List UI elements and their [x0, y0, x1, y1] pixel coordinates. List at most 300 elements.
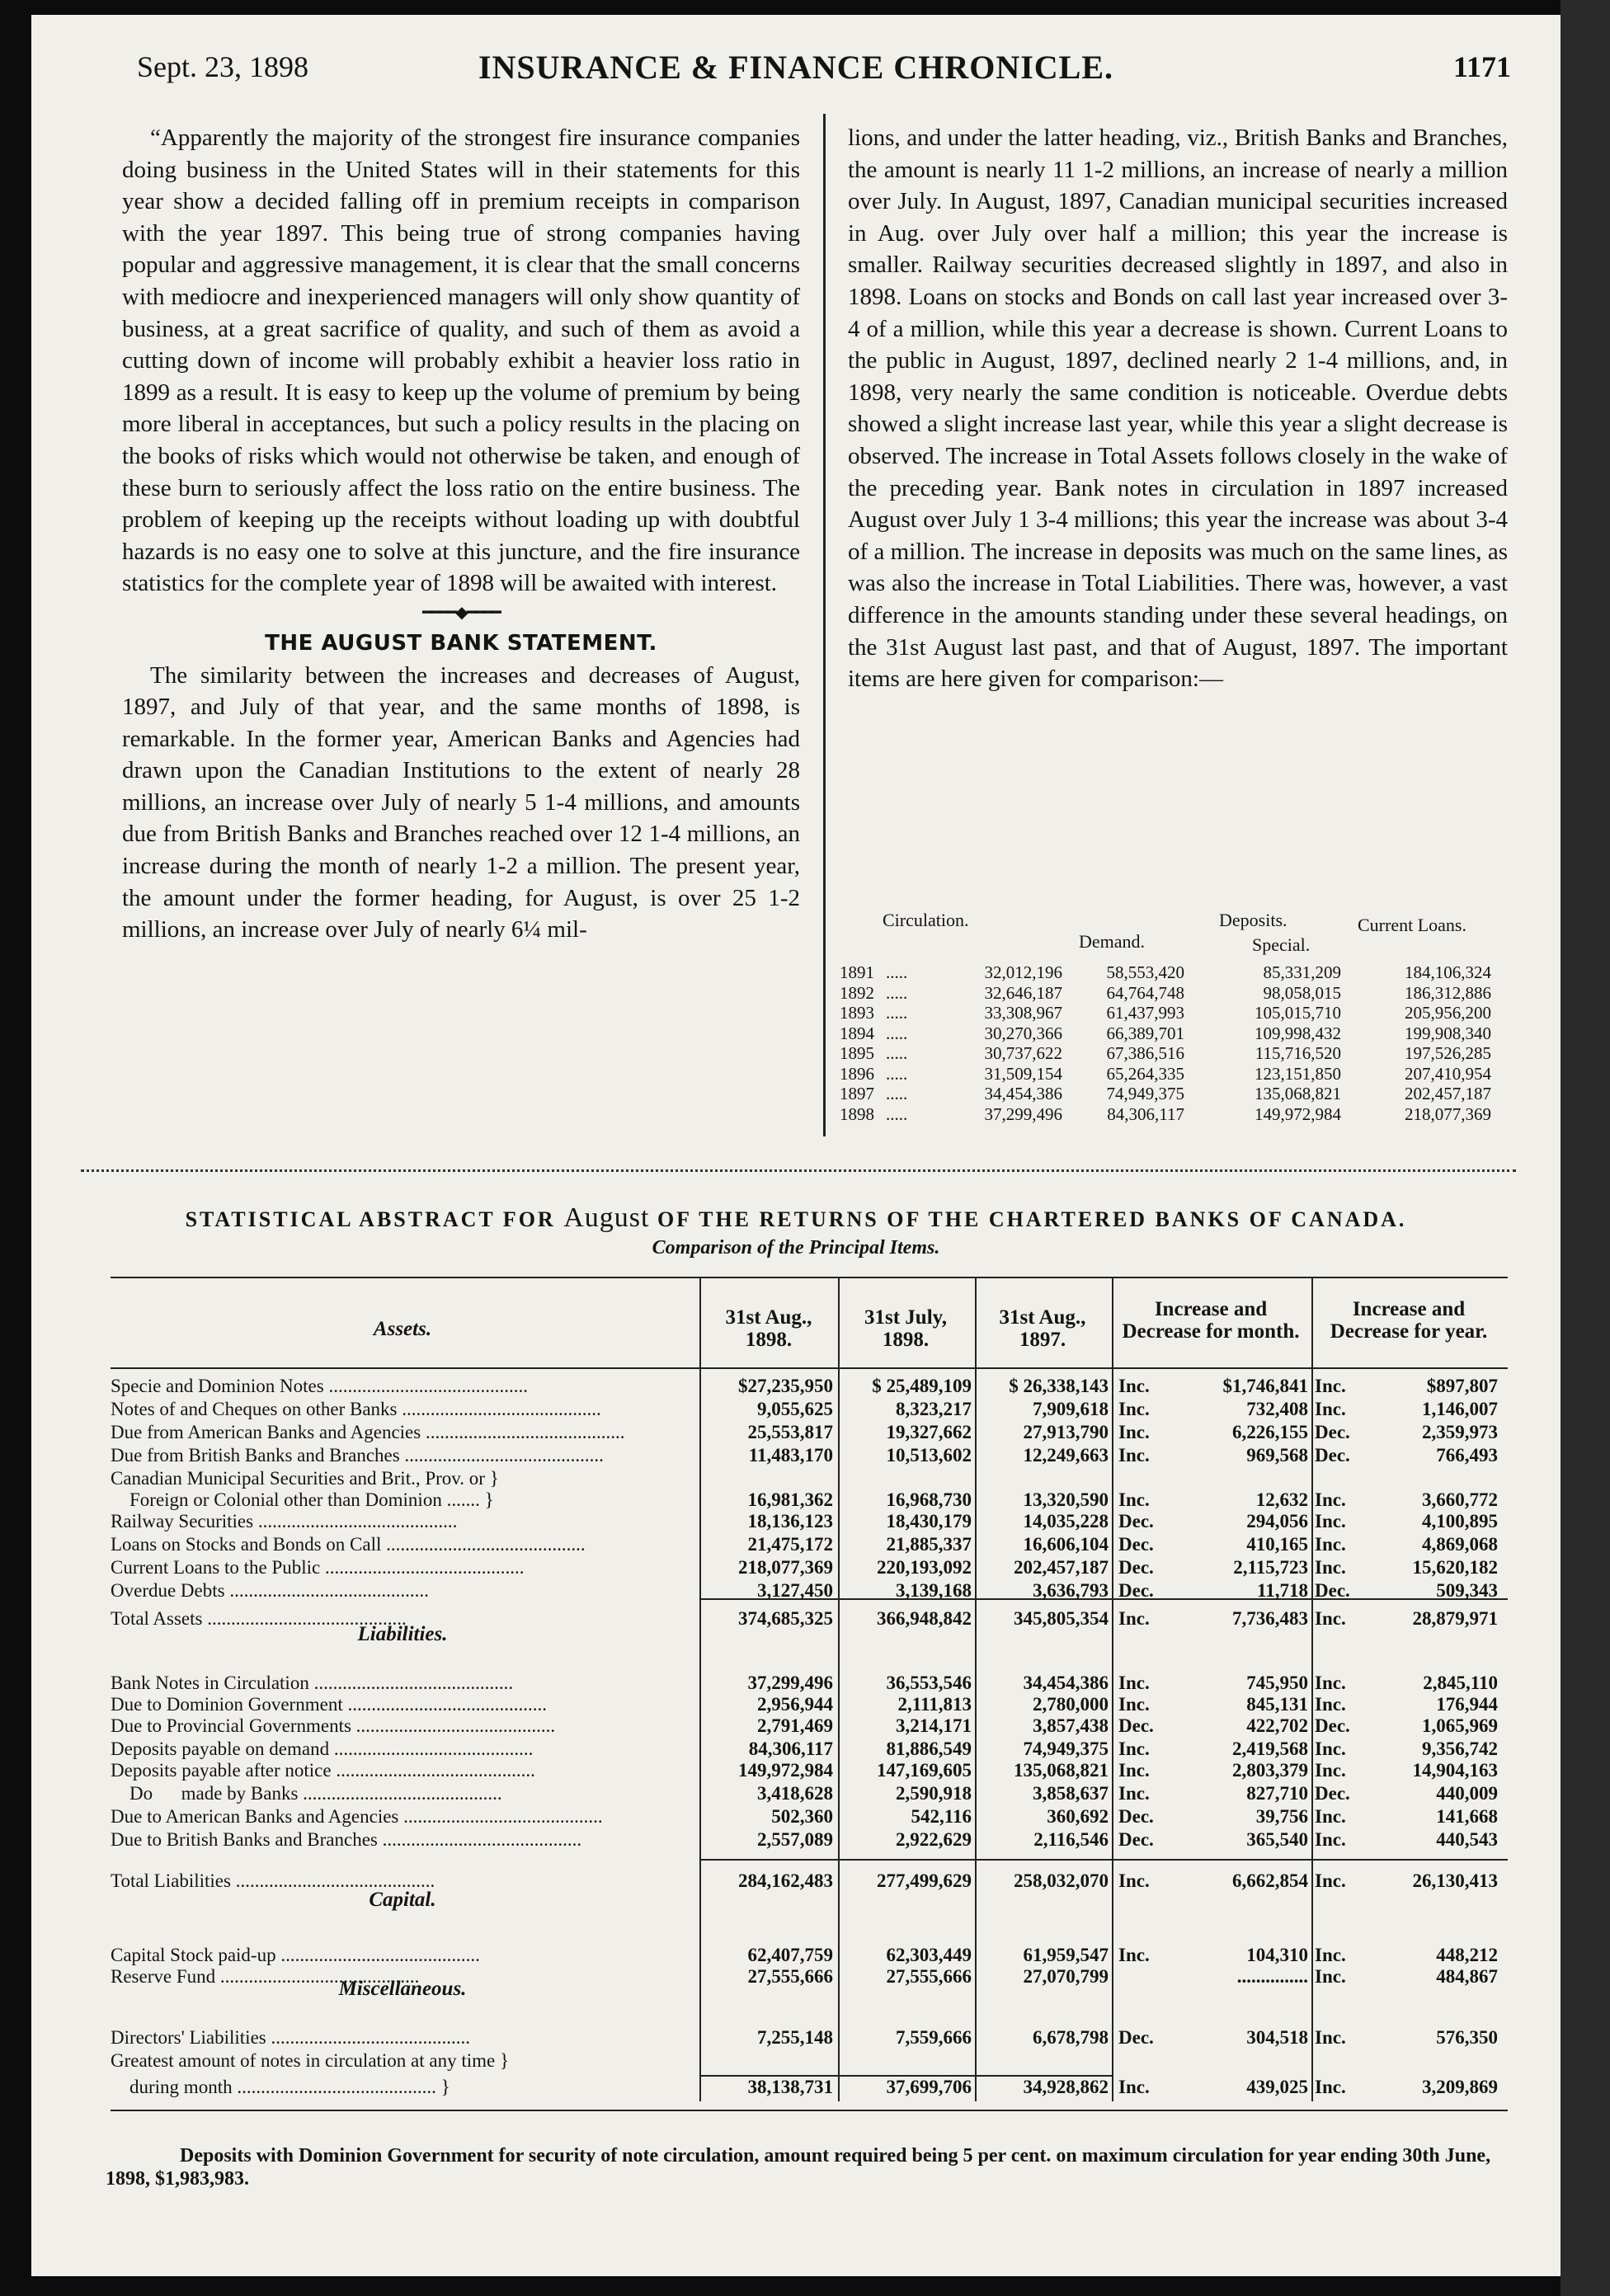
abstract-cell-c: 360,692 — [1047, 1806, 1109, 1827]
abstract-year-amount: 4,869,068 — [1422, 1534, 1498, 1555]
abstract-cell-a: 16,981,362 — [747, 1489, 833, 1510]
abstract-cell-b: 220,193,092 — [877, 1557, 972, 1578]
comparison-leader-dots: ..... — [886, 1003, 908, 1023]
newspaper-page — [31, 15, 1561, 2276]
comparison-circ-cell: 37,299,496 — [984, 1103, 1062, 1124]
abstract-row — [31, 1715, 1561, 1738]
abstract-cell-a: 149,972,984 — [738, 1760, 833, 1781]
comparison-year: 1891 — [840, 962, 874, 982]
abstract-cell-b: 2,111,813 — [897, 1694, 972, 1715]
abstract-cell-a: 3,418,628 — [757, 1783, 833, 1804]
header-page-number: 1171 — [1452, 50, 1511, 83]
abstract-row-label: Total Assets .......................................... — [111, 1608, 407, 1629]
abstract-month-direction: Inc. — [1118, 1694, 1150, 1715]
left-column — [122, 122, 800, 946]
comparison-row — [840, 1064, 1516, 1084]
comparison-row — [840, 1104, 1516, 1124]
abstract-row-label: Current Loans to the Public .......................................... — [111, 1557, 525, 1578]
abstract-month-direction: Dec. — [1118, 1511, 1154, 1531]
abstract-year-direction: Inc. — [1315, 1557, 1346, 1578]
abstract-cell-a: 11,483,170 — [748, 1445, 833, 1466]
abstract-cell-b: 37,699,706 — [886, 2077, 972, 2097]
abstract-cell-b: 542,116 — [911, 1806, 972, 1827]
abstract-year-amount: 15,620,182 — [1412, 1557, 1498, 1578]
abstract-cell-c: 34,928,862 — [1023, 2077, 1109, 2097]
abstract-month-direction: Inc. — [1118, 2077, 1150, 2097]
abstract-year-amount: 2,845,110 — [1423, 1673, 1498, 1693]
abstract-row-label: Due to Dominion Government .......................................... — [111, 1694, 547, 1715]
abstract-row-label: during month .......................................... } — [111, 2077, 450, 2097]
abstract-month-amount: ............... — [1236, 1966, 1308, 1987]
comparison-year: 1896 — [840, 1063, 874, 1084]
abstract-year-direction: Inc. — [1315, 1511, 1346, 1531]
abstract-month-amount: 2,115,723 — [1233, 1557, 1308, 1578]
comparison-special-cell: 115,716,520 — [1255, 1043, 1341, 1063]
abstract-cell-c: 27,070,799 — [1023, 1966, 1109, 1987]
comparison-row — [840, 983, 1516, 1003]
comparison-loans-cell: 197,526,285 — [1405, 1043, 1491, 1063]
abstract-cell-a: 37,299,496 — [747, 1673, 833, 1693]
abstract-row-label: Due to British Banks and Branches .......................................... — [111, 1829, 582, 1850]
abstract-cell-b: 7,559,666 — [896, 2027, 972, 2048]
dotted-separator — [81, 1169, 1516, 1172]
abstract-year-amount: 440,009 — [1436, 1783, 1498, 1804]
abstract-year-amount: 14,904,163 — [1412, 1760, 1498, 1781]
comparison-year: 1895 — [840, 1043, 874, 1063]
abstract-year-direction: Inc. — [1315, 1399, 1346, 1419]
abstract-row-label: Due to Provincial Governments .......................................... — [111, 1715, 556, 1736]
abstract-cell-b: 2,922,629 — [896, 1829, 972, 1850]
bank-statement-paragraph: The similarity between the increases and decreases of August, 1897, and July of that year, and the same months of 1898, is remarkable. In the former year, American Banks and Agencies had drawn upon the Canadian Institutions to the extent of nearly 28 millions, an increase over July of nearly 5 1-4 millions, and amounts due from British Banks and Branches reached over 12 1-4 millions, an increase during the month of nearly 1-2 a million. The present year, the amount under the former heading, for August, is over 25 1-2 millions, an increase over July of nearly 6¼ mil- — [122, 661, 800, 943]
abstract-row — [31, 1608, 1561, 1631]
bank-statement-continued: lions, and under the latter heading, viz., British Banks and Branches, the amount is nearly 11 1-2 millions, an increase of nearly a million over July. In August, 1897, Canadian municipal securities increased in Aug. over July over half a million; this year the increase is smaller. Railway securities decreased slightly in 1897, and also in 1898. Loans on stocks and Bonds on call last year increased over 3-4 of a million, while this year a decrease is shown. Current Loans to the public in August, 1897, declined nearly 2 1-4 millions, and, in 1898, very nearly the same condition is noticeable. Overdue debts showed a slight increase last year, while this year a slight decrease is observed. The increase in Total Assets follows closely in the wake of the preceding year. Bank notes in circulation in 1897 increased August over July 1 3-4 millions; this year the increase was about 3-4 of a million. The increase in deposits was much on the same lines, as was also the increase in Total Liabilities. There was, however, a vast difference in the amounts standing under these several headings, on the 31st August last past, and that of August, 1897. The important items are here given for comparison:— — [848, 125, 1508, 693]
abstract-year-direction: Inc. — [1315, 1489, 1346, 1510]
comparison-leader-dots: ..... — [886, 1063, 908, 1084]
comparison-special-cell: 109,998,432 — [1255, 1023, 1341, 1043]
abstract-cell-a: 21,475,172 — [747, 1534, 833, 1555]
abstract-row-label: Do made by Banks .......................................... — [111, 1783, 502, 1804]
abstract-cell-c: 27,913,790 — [1023, 1422, 1109, 1442]
abstract-cell-a: 218,077,369 — [738, 1557, 833, 1578]
abstract-cell-c: 13,320,590 — [1023, 1489, 1109, 1510]
abstract-row — [31, 1870, 1561, 1894]
comparison-demand-cell: 61,437,993 — [1106, 1003, 1184, 1023]
abstract-cell-b: 10,513,602 — [886, 1445, 972, 1466]
comparison-row — [840, 1003, 1516, 1023]
comparison-loans-cell: 205,956,200 — [1405, 1003, 1491, 1023]
comparison-demand-cell: 64,764,748 — [1106, 982, 1184, 1003]
abstract-year-amount: 4,100,895 — [1422, 1511, 1498, 1531]
abstract-month-amount: 827,710 — [1246, 1783, 1308, 1804]
abstract-year-direction: Inc. — [1315, 2077, 1346, 2097]
comparison-leader-dots: ..... — [886, 1043, 908, 1063]
comparison-demand-cell: 58,553,420 — [1106, 962, 1184, 982]
abstract-row — [31, 1945, 1561, 1968]
abstract-cell-b: 3,214,171 — [896, 1715, 972, 1736]
abstract-row — [31, 1557, 1561, 1580]
abstract-cell-a: 25,553,817 — [747, 1422, 833, 1442]
abstract-cell-b: 2,590,918 — [896, 1783, 972, 1804]
assets-header: Assets. — [373, 1318, 432, 1340]
comparison-special-cell: 135,068,821 — [1255, 1084, 1341, 1103]
comparison-loans-cell: 207,410,954 — [1405, 1063, 1491, 1084]
abstract-cell-b: 8,323,217 — [896, 1399, 972, 1419]
abstract-month-amount: 39,756 — [1255, 1806, 1308, 1827]
comparison-circ-cell: 33,308,967 — [984, 1003, 1062, 1023]
abstract-row — [31, 2050, 1561, 2073]
abstract-cell-c: 135,068,821 — [1014, 1760, 1109, 1781]
abstract-cell-c: 16,606,104 — [1023, 1534, 1109, 1555]
abstract-year-amount: 2,359,973 — [1422, 1422, 1498, 1442]
table-top-rule — [111, 1277, 1508, 1278]
abstract-month-amount: 2,419,568 — [1232, 1738, 1308, 1759]
abstract-year-direction: Inc. — [1315, 1534, 1346, 1555]
abstract-year-amount: 3,660,772 — [1422, 1489, 1498, 1510]
abstract-year-direction: Inc. — [1315, 1945, 1346, 1965]
col-aug-1897-header: 31st Aug., 1897. — [999, 1306, 1086, 1351]
comparison-year: 1897 — [840, 1084, 874, 1103]
abstract-year-direction: Inc. — [1315, 1376, 1346, 1396]
abstract-title-post: OF THE RETURNS OF THE CHARTERED BANKS OF CANADA. — [649, 1207, 1407, 1231]
abstract-cell-b: 277,499,629 — [877, 1870, 972, 1891]
abstract-year-amount: 176,944 — [1436, 1694, 1498, 1715]
abstract-cell-c: 3,636,793 — [1033, 1580, 1109, 1601]
table-header-rule — [111, 1367, 1508, 1369]
abstract-month-direction: Inc. — [1118, 1422, 1150, 1442]
abstract-cell-b: 18,430,179 — [886, 1511, 972, 1531]
abstract-row-label: Due to American Banks and Agencies .......................................... — [111, 1806, 603, 1827]
abstract-month-direction: Inc. — [1118, 1376, 1150, 1396]
abstract-year-amount: 484,867 — [1436, 1966, 1498, 1987]
abstract-cell-b: 81,886,549 — [886, 1738, 972, 1759]
abstract-cell-b: 3,139,168 — [896, 1580, 972, 1601]
comparison-leader-dots: ..... — [886, 982, 908, 1003]
abstract-month-direction: Dec. — [1118, 1534, 1154, 1555]
abstract-cell-a: 9,055,625 — [757, 1399, 833, 1419]
abstract-month-direction: Dec. — [1118, 1715, 1154, 1736]
abstract-cell-c: 7,909,618 — [1033, 1399, 1109, 1419]
col-month-change-header: Increase and Decrease for month. — [1122, 1298, 1300, 1343]
abstract-row — [31, 1673, 1561, 1696]
abstract-row — [31, 2027, 1561, 2050]
abstract-year-amount: 766,493 — [1436, 1445, 1498, 1466]
abstract-month-amount: 845,131 — [1246, 1694, 1308, 1715]
abstract-row — [31, 2077, 1561, 2100]
abstract-cell-b: 62,303,449 — [886, 1945, 972, 1965]
comparison-header-demand: Demand. — [1079, 931, 1146, 952]
abstract-cell-c: 2,780,000 — [1033, 1694, 1109, 1715]
abstract-year-amount: 440,543 — [1436, 1829, 1498, 1850]
abstract-cell-c: 3,857,438 — [1033, 1715, 1109, 1736]
comparison-demand-cell: 66,389,701 — [1106, 1023, 1184, 1043]
comparison-demand-cell: 67,386,516 — [1106, 1043, 1184, 1063]
abstract-month-direction: Dec. — [1118, 2027, 1154, 2048]
abstract-row-label: Canadian Municipal Securities and Brit., Prov. or } — [111, 1468, 499, 1489]
abstract-row — [31, 1966, 1561, 1989]
abstract-month-amount: 11,718 — [1257, 1580, 1308, 1601]
page-header — [31, 35, 1561, 84]
abstract-row — [31, 1468, 1561, 1491]
abstract-month-amount: 365,540 — [1246, 1829, 1308, 1850]
abstract-cell-c: 3,858,637 — [1033, 1783, 1109, 1804]
abstract-month-direction: Inc. — [1118, 1399, 1150, 1419]
comparison-leader-dots: ..... — [886, 1023, 908, 1043]
abstract-year-amount: 3,209,869 — [1422, 2077, 1498, 2097]
abstract-row-label: Foreign or Colonial other than Dominion ....... } — [111, 1489, 494, 1510]
abstract-cell-a: 62,407,759 — [747, 1945, 833, 1965]
comparison-demand-cell: 84,306,117 — [1107, 1103, 1184, 1124]
abstract-row — [31, 1760, 1561, 1783]
abstract-cell-b: 27,555,666 — [886, 1966, 972, 1987]
abstract-row — [31, 1738, 1561, 1762]
abstract-cell-c: 14,035,228 — [1023, 1511, 1109, 1531]
abstract-row — [31, 1829, 1561, 1852]
comparison-demand-cell: 74,949,375 — [1106, 1084, 1184, 1103]
abstract-month-direction: Dec. — [1118, 1806, 1154, 1827]
comparison-loans-cell: 218,077,369 — [1405, 1103, 1491, 1124]
abstract-row — [31, 1376, 1561, 1399]
abstract-cell-a: 502,360 — [771, 1806, 833, 1827]
abstract-row-label: Total Liabilities .......................................... — [111, 1870, 435, 1891]
abstract-cell-c: 34,454,386 — [1023, 1673, 1109, 1693]
comparison-header-special: Special. — [1252, 934, 1311, 955]
abstract-cell-a: 7,255,148 — [757, 2027, 833, 2048]
abstract-year-amount: 28,879,971 — [1412, 1608, 1498, 1629]
abstract-row-label: Deposits payable on demand .......................................... — [111, 1738, 534, 1759]
abstract-month-direction: Dec. — [1118, 1580, 1154, 1601]
comparison-header-deposits: Deposits. — [1219, 910, 1288, 930]
col-aug-1898-header: 31st Aug., 1898. — [725, 1306, 812, 1351]
abstract-year-direction: Inc. — [1315, 1608, 1346, 1629]
abstract-cell-b: 36,553,546 — [886, 1673, 972, 1693]
abstract-row — [31, 1399, 1561, 1422]
abstract-month-amount: 745,950 — [1246, 1673, 1308, 1693]
abstract-cell-c: 12,249,663 — [1023, 1445, 1109, 1466]
abstract-year-amount: 509,343 — [1436, 1580, 1498, 1601]
abstract-year-amount: 26,130,413 — [1412, 1870, 1498, 1891]
bank-statement-heading: THE AUGUST BANK STATEMENT. — [265, 630, 657, 656]
abstract-year-direction: Inc. — [1315, 1738, 1346, 1759]
liabilities-section-label: Liabilities. — [357, 1623, 448, 1645]
comparison-special-cell: 98,058,015 — [1263, 982, 1341, 1003]
abstract-month-direction: Dec. — [1118, 1557, 1154, 1578]
comparison-year: 1894 — [840, 1023, 874, 1043]
col-july-1898-header: 31st July, 1898. — [864, 1306, 948, 1351]
abstract-row — [31, 1806, 1561, 1829]
abstract-month-direction: Inc. — [1118, 1783, 1150, 1804]
right-column — [848, 122, 1508, 695]
abstract-year-direction: Inc. — [1315, 1806, 1346, 1827]
comparison-special-cell: 123,151,850 — [1255, 1063, 1341, 1084]
comparison-row — [840, 1084, 1516, 1103]
comparison-header-loans: Current Loans. — [1358, 915, 1466, 935]
abstract-year-direction: Inc. — [1315, 1760, 1346, 1781]
abstract-row-label: Greatest amount of notes in circulation at any time } — [111, 2050, 510, 2071]
abstract-cell-b: $ 25,489,109 — [872, 1376, 972, 1396]
abstract-row-label: Capital Stock paid-up .......................................... — [111, 1945, 480, 1965]
comparison-year: 1898 — [840, 1103, 874, 1124]
comparison-row — [840, 962, 1516, 982]
header-date: Sept. 23, 1898 — [137, 50, 309, 83]
abstract-row-label: Directors' Liabilities .......................................... — [111, 2027, 470, 2048]
abstract-year-direction: Dec. — [1315, 1422, 1350, 1442]
comparison-circ-cell: 30,270,366 — [984, 1023, 1062, 1043]
comparison-loans-cell: 199,908,340 — [1405, 1023, 1491, 1043]
header-title: INSURANCE & FINANCE CHRONICLE. — [478, 49, 1114, 86]
abstract-cell-b: 16,968,730 — [886, 1489, 972, 1510]
comparison-header-circulation: Circulation. — [883, 910, 969, 930]
abstract-cell-a: 2,956,944 — [757, 1694, 833, 1715]
abstract-month-amount: 104,310 — [1246, 1945, 1308, 1965]
comparison-circ-cell: 34,454,386 — [984, 1084, 1062, 1103]
abstract-month-amount: 969,568 — [1246, 1445, 1308, 1466]
abstract-cell-c: 74,949,375 — [1023, 1738, 1109, 1759]
abstract-month-direction: Inc. — [1118, 1870, 1150, 1891]
table-bottom-rule — [111, 2110, 1508, 2111]
section-ornament: ━━━━◆━━━━ — [422, 603, 500, 622]
abstract-month-amount: 6,662,854 — [1232, 1870, 1308, 1891]
abstract-subtitle: Comparison of the Principal Items. — [652, 1237, 940, 1259]
abstract-month-amount: 12,632 — [1255, 1489, 1308, 1510]
abstract-year-amount: 141,668 — [1436, 1806, 1498, 1827]
comparison-loans-cell: 186,312,886 — [1405, 982, 1491, 1003]
abstract-row — [31, 1580, 1561, 1603]
abstract-month-direction: Dec. — [1118, 1829, 1154, 1850]
abstract-year-direction: Dec. — [1315, 1715, 1350, 1736]
comparison-leader-dots: ..... — [886, 962, 908, 982]
abstract-month-direction: Inc. — [1118, 1673, 1150, 1693]
abstract-year-direction: Inc. — [1315, 1966, 1346, 1987]
abstract-row — [31, 1445, 1561, 1468]
abstract-cell-b: 147,169,605 — [877, 1760, 972, 1781]
abstract-row — [31, 1694, 1561, 1717]
comparison-loans-cell: 184,106,324 — [1405, 962, 1491, 982]
abstract-row — [31, 1783, 1561, 1806]
comparison-year: 1893 — [840, 1003, 874, 1023]
abstract-cell-a: 2,791,469 — [757, 1715, 833, 1736]
comparison-row — [840, 1043, 1516, 1063]
comparison-circ-cell: 30,737,622 — [984, 1043, 1062, 1063]
abstract-cell-a: 3,127,450 — [757, 1580, 833, 1601]
comparison-loans-cell: 202,457,187 — [1405, 1084, 1491, 1103]
abstract-month-direction: Inc. — [1118, 1760, 1150, 1781]
abstract-row-label: Loans on Stocks and Bonds on Call .......................................... — [111, 1534, 586, 1555]
abstract-month-amount: 294,056 — [1246, 1511, 1308, 1531]
abstract-month-amount: 304,518 — [1246, 2027, 1308, 2048]
abstract-row-label: Overdue Debts .......................................... — [111, 1580, 429, 1601]
abstract-year-amount: 448,212 — [1436, 1945, 1498, 1965]
total-liabilities-rule — [699, 1859, 1508, 1861]
comparison-circ-cell: 32,012,196 — [984, 962, 1062, 982]
abstract-footnote: Deposits with Dominion Government for security of note circulation, amount required being 5 per cent. on maximum circulation for year ending 30th June, 1898, $1,983,983. — [106, 2145, 1491, 2190]
fire-insurance-paragraph: “Apparently the majority of the strongest fire insurance companies doing business in the United States will in their statements for this year show a decided falling off in premium receipts in comparison with the year 1897. This being true of strong companies having popular and aggressive management, it is clear that the small concerns with mediocre and inexperienced managers will only show quantity of business, at a great sacrifice of quality, and such of them as avoid a cutting down of income will probably exhibit a heavier loss ratio in 1899 as a result. It is easy to keep up the volume of premium by being more liberal in acceptances, but such a policy results in the placing on the books of risks which would not otherwise be taken, and enough of these burn to seriously affect the loss ratio on the entire business. The problem of keeping up the receipts without loading up with doubtful hazards is no easy one to solve at this juncture, and the fire insurance statistics for the complete year of 1898 will be awaited with interest. — [122, 125, 800, 597]
abstract-cell-c: 6,678,798 — [1033, 2027, 1109, 2048]
abstract-month-direction: Inc. — [1118, 1445, 1150, 1466]
abstract-row — [31, 1422, 1561, 1445]
misc-section-label: Miscellaneous. — [338, 1978, 467, 2000]
abstract-cell-c: 202,457,187 — [1014, 1557, 1109, 1578]
comparison-circ-cell: 32,646,187 — [984, 982, 1062, 1003]
abstract-cell-a: 374,685,325 — [738, 1608, 833, 1629]
abstract-year-direction: Inc. — [1315, 1673, 1346, 1693]
comparison-leader-dots: ..... — [886, 1084, 908, 1103]
abstract-year-amount: $897,807 — [1426, 1376, 1498, 1396]
abstract-row-label: Deposits payable after notice .......................................... — [111, 1760, 535, 1781]
abstract-year-amount: 1,065,969 — [1422, 1715, 1498, 1736]
abstract-cell-b: 21,885,337 — [886, 1534, 972, 1555]
abstract-year-direction: Inc. — [1315, 1694, 1346, 1715]
column-rule — [823, 114, 826, 1136]
abstract-cell-a: $27,235,950 — [738, 1376, 833, 1396]
abstract-year-amount: 576,350 — [1436, 2027, 1498, 2048]
comparison-leader-dots: ..... — [886, 1103, 908, 1124]
comparison-special-cell: 105,015,710 — [1255, 1003, 1341, 1023]
comparison-circ-cell: 31,509,154 — [984, 1063, 1062, 1084]
abstract-month-amount: 422,702 — [1246, 1715, 1308, 1736]
abstract-month-direction: Inc. — [1118, 1608, 1150, 1629]
abstract-cell-a: 284,162,483 — [738, 1870, 833, 1891]
abstract-row — [31, 1511, 1561, 1534]
abstract-title — [31, 1202, 1561, 1234]
abstract-row — [31, 1489, 1561, 1513]
abstract-month-direction: Inc. — [1118, 1945, 1150, 1965]
abstract-cell-c: $ 26,338,143 — [1009, 1376, 1109, 1396]
comparison-demand-cell: 65,264,335 — [1106, 1063, 1184, 1084]
abstract-row-label: Due from American Banks and Agencies .......................................... — [111, 1422, 625, 1442]
capital-section-label: Capital. — [369, 1889, 436, 1911]
abstract-year-direction: Inc. — [1315, 1829, 1346, 1850]
abstract-month-amount: $1,746,841 — [1222, 1376, 1308, 1396]
comparison-row — [840, 1023, 1516, 1043]
abstract-row — [31, 1534, 1561, 1557]
abstract-year-direction: Dec. — [1315, 1783, 1350, 1804]
abstract-cell-a: 18,136,123 — [747, 1511, 833, 1531]
abstract-year-amount: 1,146,007 — [1422, 1399, 1498, 1419]
abstract-year-direction: Inc. — [1315, 2027, 1346, 2048]
abstract-cell-a: 84,306,117 — [748, 1738, 833, 1759]
abstract-row-label: Reserve Fund .......................................... — [111, 1966, 420, 1987]
abstract-title-month: August — [563, 1202, 650, 1233]
abstract-cell-c: 345,805,354 — [1014, 1608, 1109, 1629]
abstract-row-label: Specie and Dominion Notes .......................................... — [111, 1376, 528, 1396]
abstract-month-amount: 7,736,483 — [1232, 1608, 1308, 1629]
abstract-row-label: Due from British Banks and Branches .......................................... — [111, 1445, 604, 1466]
abstract-year-direction: Inc. — [1315, 1870, 1346, 1891]
abstract-month-amount: 439,025 — [1246, 2077, 1308, 2097]
abstract-year-direction: Dec. — [1315, 1580, 1350, 1601]
abstract-cell-c: 2,116,546 — [1033, 1829, 1109, 1850]
abstract-cell-a: 27,555,666 — [747, 1966, 833, 1987]
col-year-change-header: Increase and Decrease for year. — [1330, 1298, 1488, 1343]
abstract-month-amount: 732,408 — [1246, 1399, 1308, 1419]
abstract-month-amount: 2,803,379 — [1232, 1760, 1308, 1781]
abstract-cell-a: 38,138,731 — [747, 2077, 833, 2097]
abstract-month-amount: 410,165 — [1246, 1534, 1308, 1555]
comparison-year: 1892 — [840, 982, 874, 1003]
abstract-cell-b: 366,948,842 — [877, 1608, 972, 1629]
comparison-special-cell: 149,972,984 — [1255, 1103, 1341, 1124]
abstract-month-direction: Inc. — [1118, 1738, 1150, 1759]
scan-edge — [1561, 0, 1610, 2296]
abstract-row-label: Bank Notes in Circulation .......................................... — [111, 1673, 514, 1693]
abstract-year-amount: 9,356,742 — [1422, 1738, 1498, 1759]
abstract-month-amount: 6,226,155 — [1232, 1422, 1308, 1442]
abstract-cell-c: 258,032,070 — [1014, 1870, 1109, 1891]
abstract-month-direction: Inc. — [1118, 1489, 1150, 1510]
comparison-special-cell: 85,331,209 — [1263, 962, 1341, 982]
abstract-year-direction: Dec. — [1315, 1445, 1350, 1466]
abstract-cell-a: 2,557,089 — [757, 1829, 833, 1850]
